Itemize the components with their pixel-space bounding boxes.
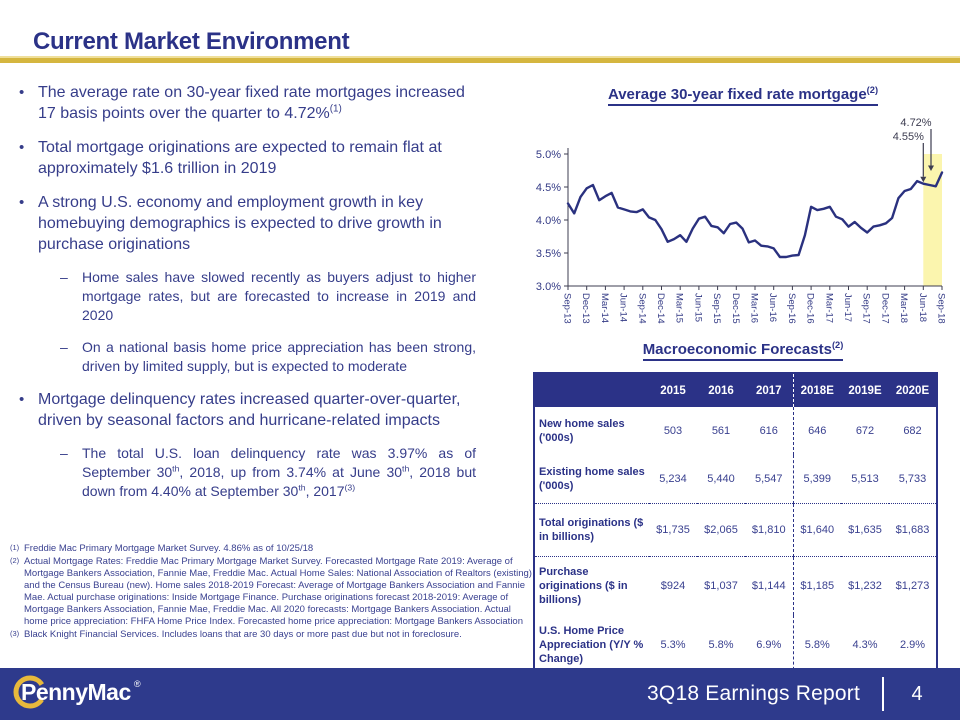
table-cell: 682 bbox=[903, 425, 922, 437]
chart-title-text: Average 30-year fixed rate mortgage$^{(2)}$ bbox=[608, 86, 878, 106]
table-cell: 646 bbox=[793, 407, 841, 455]
pennymac-logo-icon bbox=[10, 672, 180, 717]
col-header: 2019E bbox=[841, 373, 889, 407]
table-cell: 5.3% bbox=[660, 639, 686, 651]
footnote-text: Actual Mortgage Rates: Freddie Mac Primary Mortgage Market Survey. Forecasted Mortgage Rate 2019: Average of Mortgage Bankers Association, Fannie Mae, Freddie Mac. Actual Home Sales: National Association of Realtors (existing) and the Census Bureau (new). Home sales 2018-2019 Forecast: Average of Mortgage Bankers Association and Fannie Mae. Actual purchase originations: Inside Mortgage Finance. Purchase originations forecast 2018-2019: Average of Mortgage Bankers Association, Fannie Mae, Freddie Mac. All 2020 forecasts: Mortgage Bankers Association. Actual home price appreciation: FHFA Home Price Index. Forecasted home price appreciation: Mortgage Bankers Association bbox=[24, 556, 532, 627]
svg-text:Sep-17: Sep-17 bbox=[860, 293, 872, 324]
table-cell: $1,232 bbox=[841, 557, 889, 616]
svg-text:Jun-14: Jun-14 bbox=[617, 293, 629, 323]
svg-text:5.0%: 5.0% bbox=[535, 149, 561, 161]
row-label: Existing home sales ('000s) bbox=[539, 465, 645, 492]
table-cell: $2,065 bbox=[697, 504, 745, 557]
bullet-text: The average rate on 30-year fixed rate mortgages increased 17 basis points over the quarter to 4.72%$^{(1)}$ bbox=[38, 84, 465, 122]
corner-cell bbox=[534, 373, 649, 407]
svg-text:3.0%: 3.0% bbox=[535, 281, 561, 293]
bullet-text: Mortgage delinquency rates increased quarter-over-quarter, driven by seasonal factors and hurricane-related impacts bbox=[38, 391, 461, 429]
col-header: 2020E bbox=[889, 373, 937, 407]
svg-text:Jun-16: Jun-16 bbox=[767, 293, 779, 323]
table-cell: 5,733 bbox=[898, 473, 927, 485]
svg-text:Mar-14: Mar-14 bbox=[598, 293, 610, 324]
table-cell: $1,683 bbox=[889, 504, 937, 557]
footer-bar bbox=[0, 668, 960, 720]
forecast-table bbox=[533, 372, 938, 677]
sub-bullet-text: The total U.S. loan delinquency rate was 3.97% as of September 30th, 2018, up from 3.74% at June 30th, 2018 but down from 4.40% at September 30th, 2017$^{(3)}$ bbox=[82, 445, 476, 499]
svg-text:4.5%: 4.5% bbox=[535, 182, 561, 194]
bullet-item bbox=[14, 389, 526, 431]
table-cell: 5,440 bbox=[707, 473, 735, 485]
table-cell: 5,547 bbox=[754, 473, 783, 485]
svg-text:Sep-14: Sep-14 bbox=[636, 293, 648, 324]
footnote-marker: (3) bbox=[10, 629, 20, 638]
sub-bullet-text: On a national basis home price appreciation has been strong, driven by limited supply, but is expected to moderate bbox=[82, 339, 476, 374]
sub-bullet-item bbox=[14, 444, 526, 501]
table-cell: $1,735 bbox=[649, 504, 697, 557]
footnote-text: Freddie Mac Primary Mortgage Market Survey. 4.86% as of 10/25/18 bbox=[24, 543, 314, 554]
table-row bbox=[534, 455, 937, 504]
table-cell: 616 bbox=[759, 425, 778, 437]
bullet-item bbox=[14, 192, 526, 255]
svg-text:Sep-16: Sep-16 bbox=[785, 293, 797, 324]
svg-text:Jun-17: Jun-17 bbox=[842, 293, 853, 323]
report-title: 3Q18 Earnings Report bbox=[647, 682, 860, 705]
svg-text:4.72%: 4.72% bbox=[900, 117, 932, 129]
table-cell: 6.9% bbox=[756, 639, 782, 651]
svg-text:Jun-18: Jun-18 bbox=[916, 293, 928, 323]
footnote-1 bbox=[10, 543, 534, 555]
table-cell: 561 bbox=[711, 425, 731, 437]
logo-text: PennyMac bbox=[21, 678, 131, 705]
svg-text:Dec-13: Dec-13 bbox=[580, 293, 592, 324]
svg-text:Mar-18: Mar-18 bbox=[898, 293, 910, 324]
page-number: 4 bbox=[911, 682, 923, 705]
mortgage-rate-line-chart bbox=[524, 114, 954, 336]
footnote-text: Black Knight Financial Services. Includes loans that are 30 days or more past due but not in foreclosure. bbox=[24, 629, 462, 640]
svg-text:Mar-17: Mar-17 bbox=[823, 293, 835, 324]
svg-text:Dec-17: Dec-17 bbox=[879, 293, 891, 324]
svg-text:4.0%: 4.0% bbox=[535, 215, 561, 227]
table-cell: 5,513 bbox=[851, 473, 879, 485]
table-title-text: Macroeconomic Forecasts$^{(2)}$ bbox=[643, 341, 844, 361]
footnotes bbox=[10, 543, 534, 642]
table-cell: $1,037 bbox=[697, 557, 745, 616]
row-label: Purchase originations ($ in billions) bbox=[534, 557, 649, 616]
col-header: 2015 bbox=[649, 373, 697, 407]
table-cell: 503 bbox=[663, 425, 683, 437]
row-label: U.S. Home Price Appreciation (Y/Y % Change) bbox=[539, 624, 644, 666]
bullet-item bbox=[14, 137, 526, 179]
table-row bbox=[534, 557, 937, 616]
table-cell: $1,185 bbox=[793, 557, 841, 616]
bullet-text: A strong U.S. economy and employment growth in key homebuying demographics is expected to drive growth in purchase originations bbox=[38, 194, 442, 253]
sub-bullet-item bbox=[14, 338, 526, 376]
chart-title bbox=[528, 86, 958, 103]
col-header: 2018E bbox=[793, 373, 841, 407]
table-row bbox=[534, 504, 937, 557]
footer-right bbox=[647, 677, 950, 711]
bullet-text: Total mortgage originations are expected to remain flat at approximately $1.6 trillion in 2019 bbox=[38, 139, 442, 177]
table-cell: 5.8% bbox=[793, 615, 841, 676]
bullet-icon: • bbox=[19, 139, 25, 156]
table-cell: $924 bbox=[649, 557, 697, 616]
title-divider bbox=[0, 56, 960, 63]
table-cell: $1,273 bbox=[889, 557, 937, 616]
svg-text:Mar-15: Mar-15 bbox=[673, 293, 685, 324]
dash-icon: – bbox=[60, 445, 68, 461]
dash-icon: – bbox=[60, 269, 68, 285]
svg-text:4.55%: 4.55% bbox=[892, 131, 924, 143]
table-cell: 5,234 bbox=[659, 473, 687, 485]
bullet-list bbox=[14, 82, 526, 514]
table-cell: 672 bbox=[855, 425, 875, 437]
table-cell: 5,399 bbox=[793, 455, 841, 504]
footnote-marker: (2) bbox=[10, 556, 20, 565]
sub-bullet-item bbox=[14, 268, 526, 325]
svg-text:Sep-15: Sep-15 bbox=[711, 293, 723, 324]
svg-text:Sep-18: Sep-18 bbox=[935, 293, 947, 324]
table-title bbox=[528, 341, 958, 358]
col-header: 2016 bbox=[697, 373, 745, 407]
svg-text:Sep-13: Sep-13 bbox=[561, 293, 573, 324]
bullet-icon: • bbox=[19, 194, 25, 211]
logo-registered-mark: ® bbox=[134, 678, 141, 689]
table-cell: $1,810 bbox=[745, 504, 793, 557]
dash-icon: – bbox=[60, 339, 68, 355]
table-row bbox=[534, 615, 937, 676]
sub-bullet-text: Home sales have slowed recently as buyers adjust to higher mortgage rates, but are forecasted to increase in 2019 and 2020 bbox=[82, 269, 476, 323]
bullet-icon: • bbox=[19, 84, 25, 101]
page-title: Current Market Environment bbox=[33, 28, 350, 55]
table-cell: $1,144 bbox=[745, 557, 793, 616]
svg-text:Jun-15: Jun-15 bbox=[692, 293, 704, 323]
table-cell: 4.3% bbox=[852, 639, 878, 651]
footnote-2 bbox=[10, 556, 534, 628]
row-label: Total originations ($ in billions) bbox=[534, 504, 649, 557]
svg-text:Dec-15: Dec-15 bbox=[729, 293, 741, 324]
table-cell: 2.9% bbox=[899, 639, 926, 651]
svg-text:Dec-14: Dec-14 bbox=[655, 293, 666, 324]
table-header-row bbox=[534, 373, 937, 407]
svg-text:Mar-16: Mar-16 bbox=[748, 293, 760, 324]
bullet-icon: • bbox=[19, 391, 25, 408]
col-header: 2017 bbox=[745, 373, 793, 407]
footnote-marker: (1) bbox=[10, 543, 20, 552]
table-cell: $1,640 bbox=[793, 504, 841, 557]
table-cell: 5.8% bbox=[708, 639, 734, 651]
table-row bbox=[534, 407, 937, 455]
svg-text:3.5%: 3.5% bbox=[535, 248, 561, 260]
bullet-item bbox=[14, 82, 526, 124]
footnote-3 bbox=[10, 629, 534, 641]
row-label: New home sales ('000s) bbox=[539, 417, 625, 444]
svg-text:Dec-16: Dec-16 bbox=[804, 293, 816, 324]
table-cell: $1,635 bbox=[841, 504, 889, 557]
